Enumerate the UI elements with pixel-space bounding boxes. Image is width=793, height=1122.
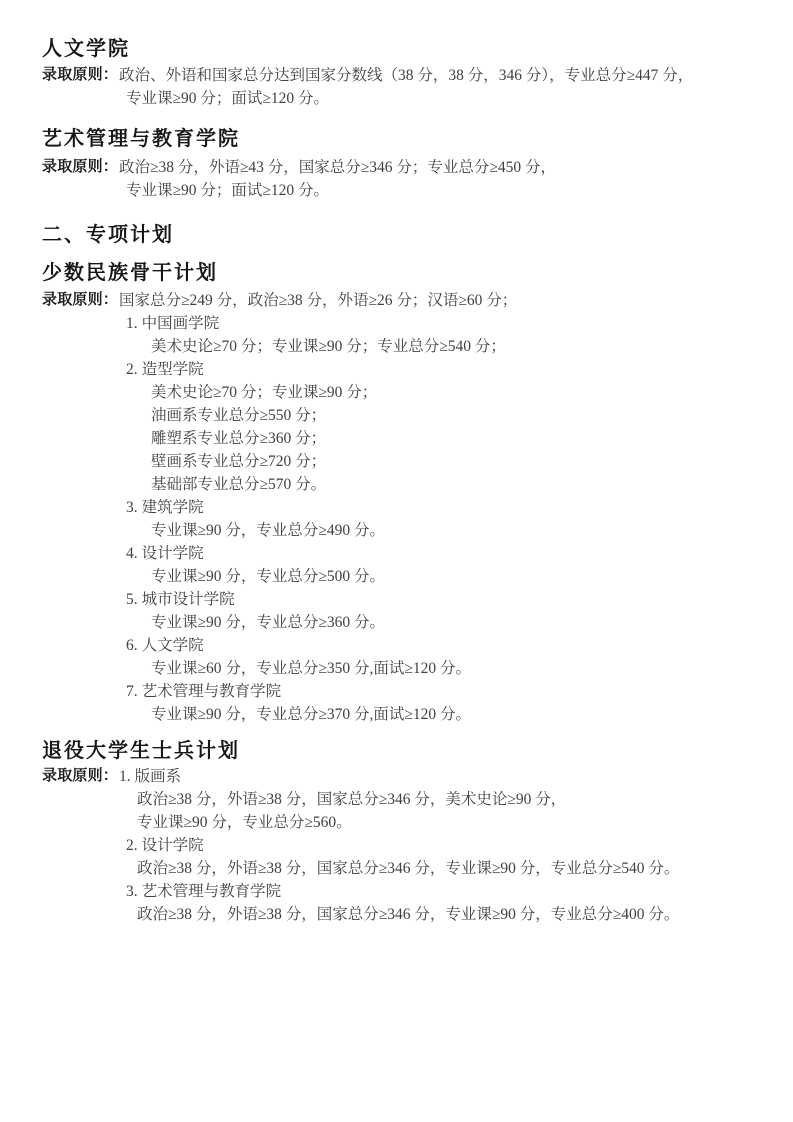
list-item-detail: 专业课≥90 分，专业总分≥560。 [137, 814, 352, 831]
list-item-detail: 壁画系专业总分≥720 分； [151, 453, 327, 470]
rule-line: 专业课≥90 分；面试≥120 分。 [126, 90, 330, 107]
list-item [119, 496, 748, 519]
list-item-name: 人文学院 [141, 637, 204, 654]
list-item-name: 城市设计学院 [141, 591, 235, 608]
list-item-name: 造型学院 [141, 361, 204, 378]
list-item [119, 880, 748, 903]
section-heading-minority-plan: 少数民族骨干计划 [42, 262, 218, 284]
admission-rule-humanities [42, 64, 748, 110]
list-item [119, 765, 748, 788]
list-item [119, 680, 748, 703]
section-heading-veteran-plan: 退役大学生士兵计划 [42, 740, 240, 762]
list-item-number: 5. [126, 591, 138, 608]
list-item [119, 312, 748, 335]
rule-line: 国家总分≥249 分，政治≥38 分，外语≥26 分；汉语≥60 分； [119, 292, 518, 309]
list-item [119, 358, 748, 381]
rule-label: 录取原则： [42, 159, 119, 175]
list-item-number: 1. [126, 315, 138, 332]
list-item-detail: 油画系专业总分≥550 分； [151, 407, 327, 424]
section-heading-humanities: 人文学院 [42, 38, 130, 60]
list-item-name: 建筑学院 [141, 499, 204, 516]
list-item-number: 7. [126, 683, 138, 700]
list-item-detail: 美术史论≥70 分；专业课≥90 分；专业总分≥540 分； [151, 338, 506, 355]
list-item-detail: 雕塑系专业总分≥360 分； [151, 430, 327, 447]
list-item-detail: 专业课≥60 分，专业总分≥350 分,面试≥120 分。 [151, 660, 472, 677]
list-item-name: 中国画学院 [141, 315, 220, 332]
rule-body [119, 156, 748, 202]
rule-line: 政治≥38 分，外语≥43 分，国家总分≥346 分；专业总分≥450 分， [119, 159, 557, 176]
list-item-detail: 专业课≥90 分，专业总分≥370 分,面试≥120 分。 [151, 706, 472, 723]
rule-label: 录取原则： [42, 67, 119, 83]
list-item-detail: 专业课≥90 分，专业总分≥500 分。 [151, 568, 386, 585]
list-item-number: 4. [126, 545, 138, 562]
list-item-name: 艺术管理与教育学院 [141, 883, 282, 900]
list-item-number: 6. [126, 637, 138, 654]
list-item [119, 542, 748, 565]
list-item-detail: 专业课≥90 分，专业总分≥490 分。 [151, 522, 386, 539]
rule-body [119, 289, 748, 726]
list-item-detail: 基础部专业总分≥570 分。 [151, 476, 327, 493]
list-item-detail: 美术史论≥70 分；专业课≥90 分； [151, 384, 378, 401]
list-item-name: 艺术管理与教育学院 [141, 683, 282, 700]
list-item-detail: 政治≥38 分，外语≥38 分，国家总分≥346 分，美术史论≥90 分， [137, 791, 567, 808]
list-item-name: 设计学院 [141, 837, 204, 854]
list-item-name: 设计学院 [141, 545, 204, 562]
chapter-heading-special-plans: 二、专项计划 [42, 224, 174, 246]
rule-label: 录取原则： [42, 292, 119, 308]
list-item [119, 634, 748, 657]
list-item-number: 3. [126, 499, 138, 516]
rule-label: 录取原则： [42, 768, 119, 784]
list-item-number: 1. [119, 768, 131, 785]
list-item-number: 3. [126, 883, 138, 900]
rule-body [119, 64, 748, 110]
list-item-detail: 政治≥38 分，外语≥38 分，国家总分≥346 分，专业课≥90 分，专业总分≥400 分。 [137, 906, 680, 923]
rule-line: 专业课≥90 分；面试≥120 分。 [126, 182, 330, 199]
list-item [119, 588, 748, 611]
admission-rule-minority-plan [42, 289, 748, 726]
rule-line: 政治、外语和国家总分达到国家分数线（38 分，38 分，346 分），专业总分≥447 分， [119, 67, 694, 84]
admission-rule-veteran-plan [42, 765, 748, 926]
list-item-number: 2. [126, 837, 138, 854]
list-item-number: 2. [126, 361, 138, 378]
list-item [119, 834, 748, 857]
list-item-detail: 专业课≥90 分，专业总分≥360 分。 [151, 614, 386, 631]
list-item-name: 版画系 [134, 768, 182, 785]
rule-body [119, 765, 748, 926]
admission-rule-art-management [42, 156, 748, 202]
section-heading-art-management: 艺术管理与教育学院 [42, 128, 240, 150]
list-item-detail: 政治≥38 分，外语≥38 分，国家总分≥346 分，专业课≥90 分，专业总分≥540 分。 [137, 860, 680, 877]
